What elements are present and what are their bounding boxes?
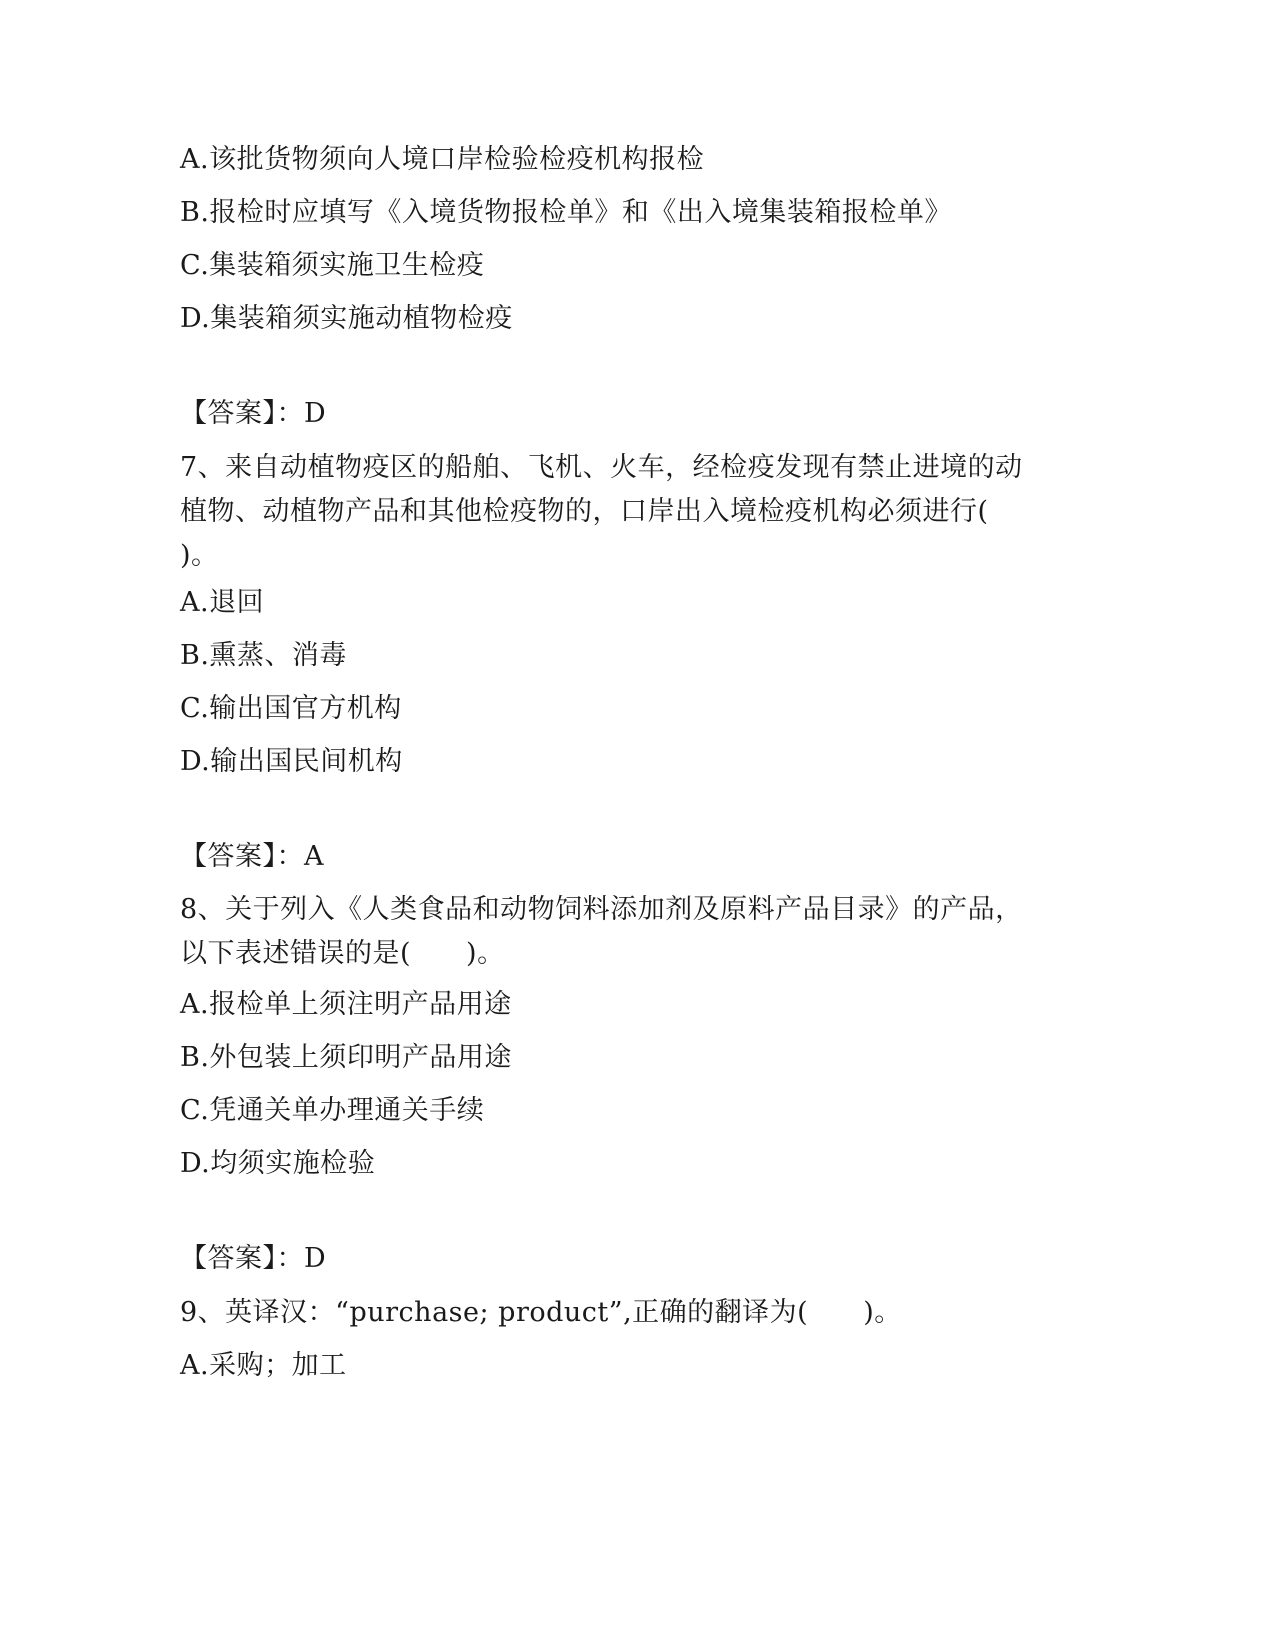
q8-question: 8、关于列入《人类食品和动物饲料添加剂及原料产品目录》的产品，以下表述错误的是( )。 [180,894,1023,969]
q7-option-d: D.输出国民间机构 [180,746,403,777]
q6-option-b: B.报检时应填写《入境货物报检单》和《出入境集装箱报检单》 [180,197,952,228]
q8-answer: 【答案】：D [180,1243,327,1274]
q7-question: 7、来自动植物疫区的船舶、飞机、火车，经检疫发现有禁止进境的动植物、动植物产品和其他检疫物的，口岸出入境检疫机构必须进行( )。 [180,452,1044,571]
q6-answer: 【答案】：D [180,398,327,429]
q6-option-a: A.该批货物须向人境口岸检验检疫机构报检 [180,144,705,175]
q9-question: 9、英译汉：“purchase; product”,正确的翻译为( )。 [180,1297,902,1328]
q8-option-a: A.报检单上须注明产品用途 [180,989,512,1020]
q9-option-a: A.采购；加工 [180,1350,347,1381]
q8-option-c: C.凭通关单办理通关手续 [180,1095,485,1126]
q7-option-c: C.输出国官方机构 [180,693,402,724]
q6-option-c: C.集装箱须实施卫生检疫 [180,250,485,281]
q8-option-b: B.外包装上须印明产品用途 [180,1042,512,1073]
q7-option-a: A.退回 [180,587,265,618]
q8-option-d: D.均须实施检验 [180,1148,376,1179]
q6-option-d: D.集装箱须实施动植物检疫 [180,303,513,334]
document-page [180,0,1080,1650]
q7-answer: 【答案】：A [180,841,324,872]
q7-option-b: B.熏蒸、消毒 [180,640,347,671]
